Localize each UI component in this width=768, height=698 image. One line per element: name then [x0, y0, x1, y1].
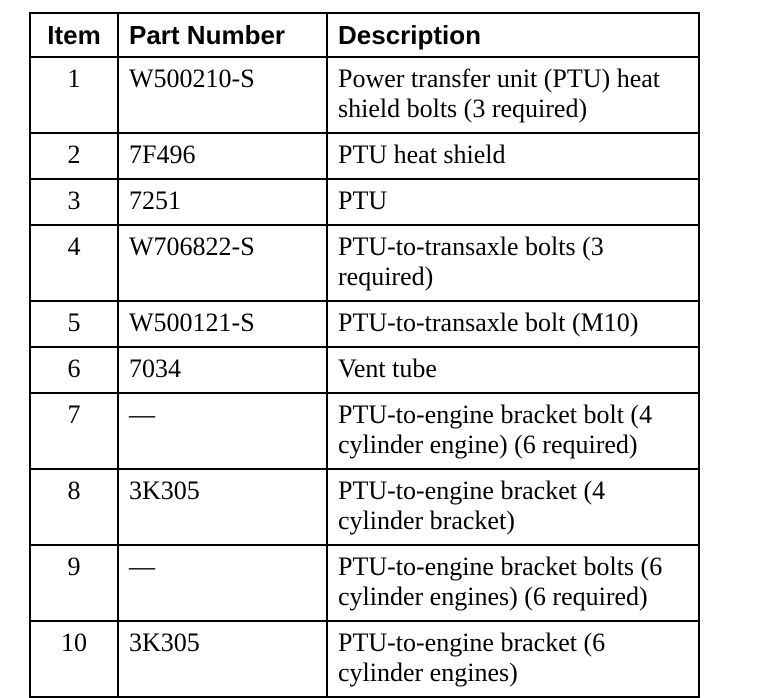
table-body — [30, 57, 699, 697]
header-item: Item — [30, 13, 118, 57]
part-description: Vent tube — [327, 347, 699, 393]
part-description: PTU-to-engine bracket bolt (4 cylinder engine) (6 required) — [327, 393, 699, 469]
part-number: — — [118, 393, 327, 469]
table-row — [30, 301, 699, 347]
table-row — [30, 179, 699, 225]
part-number: — — [118, 545, 327, 621]
table-row — [30, 133, 699, 179]
table-header-row — [30, 13, 699, 57]
part-number: W500121-S — [118, 301, 327, 347]
table-row — [30, 57, 699, 133]
table-row — [30, 469, 699, 545]
part-description: PTU — [327, 179, 699, 225]
part-number: 7F496 — [118, 133, 327, 179]
part-number: 7034 — [118, 347, 327, 393]
part-number: W500210-S — [118, 57, 327, 133]
part-description: Power transfer unit (PTU) heat shield bolts (3 required) — [327, 57, 699, 133]
item-number: 5 — [30, 301, 118, 347]
item-number: 10 — [30, 621, 118, 697]
part-number: W706822-S — [118, 225, 327, 301]
parts-table — [29, 12, 700, 698]
part-number: 3K305 — [118, 621, 327, 697]
part-description: PTU-to-transaxle bolts (3 required) — [327, 225, 699, 301]
item-number: 8 — [30, 469, 118, 545]
part-number: 3K305 — [118, 469, 327, 545]
part-description: PTU-to-engine bracket (4 cylinder bracket) — [327, 469, 699, 545]
part-number: 7251 — [118, 179, 327, 225]
item-number: 9 — [30, 545, 118, 621]
table-row — [30, 225, 699, 301]
item-number: 2 — [30, 133, 118, 179]
part-description: PTU-to-engine bracket (6 cylinder engines) — [327, 621, 699, 697]
part-description: PTU-to-transaxle bolt (M10) — [327, 301, 699, 347]
item-number: 1 — [30, 57, 118, 133]
part-description: PTU heat shield — [327, 133, 699, 179]
item-number: 4 — [30, 225, 118, 301]
item-number: 7 — [30, 393, 118, 469]
header-part-number: Part Number — [118, 13, 327, 57]
item-number: 6 — [30, 347, 118, 393]
table-row — [30, 347, 699, 393]
header-description: Description — [327, 13, 699, 57]
table-row — [30, 393, 699, 469]
table-row — [30, 545, 699, 621]
part-description: PTU-to-engine bracket bolts (6 cylinder engines) (6 required) — [327, 545, 699, 621]
table-row — [30, 621, 699, 697]
item-number: 3 — [30, 179, 118, 225]
